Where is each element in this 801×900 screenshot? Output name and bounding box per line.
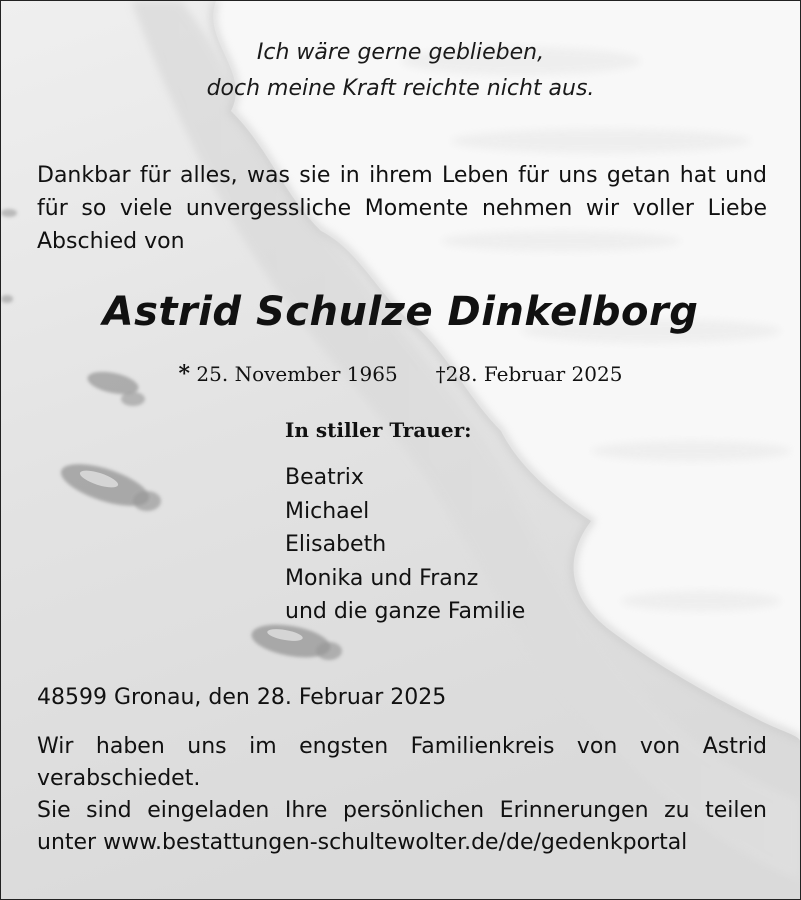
birth-date: 25. November 1965 [196, 362, 398, 386]
motto-quote [1, 35, 800, 107]
closing-paragraph-1: Wir haben uns im engsten Familienkreis von von Astrid verabschiedet. [37, 734, 767, 791]
mourners-block [285, 411, 685, 629]
motto-line-2: doch meine Kraft reichte nicht aus. [206, 76, 595, 101]
mourner-name: Michael [285, 498, 370, 524]
death-date-group [436, 362, 623, 386]
birth-date-group [179, 362, 398, 386]
mourners-heading: In stiller Trauer: [285, 418, 472, 442]
birth-symbol: * [178, 361, 191, 387]
death-date: 28. Februar 2025 [445, 362, 623, 386]
mourner-name: Beatrix [285, 465, 364, 490]
death-symbol: † [435, 362, 446, 386]
life-dates [1, 359, 800, 389]
deceased-name: Astrid Schulze Dinkelborg [102, 289, 699, 335]
place-and-date: 48599 Gronau, den 28. Februar 2025 [37, 685, 447, 710]
motto-line-1: Ich wäre gerne geblieben, [256, 40, 545, 65]
mourner-name: Monika und Franz [285, 565, 479, 591]
mourner-name: Elisabeth [285, 532, 387, 557]
mourner-name: und die ganze Familie [285, 599, 526, 624]
intro-text: Dankbar für alles, was sie in ihrem Leben für uns getan hat und für so viele unvergessliche Momente nehmen wir voller Liebe Abschied von [37, 163, 767, 254]
notice-content [1, 1, 800, 899]
closing-text [37, 731, 767, 859]
closing-paragraph-2: Sie sind eingeladen Ihre persönlichen Erinnerungen zu teilen unter www.bestattungen-schultewolter.de/de/gedenkportal [37, 798, 767, 855]
